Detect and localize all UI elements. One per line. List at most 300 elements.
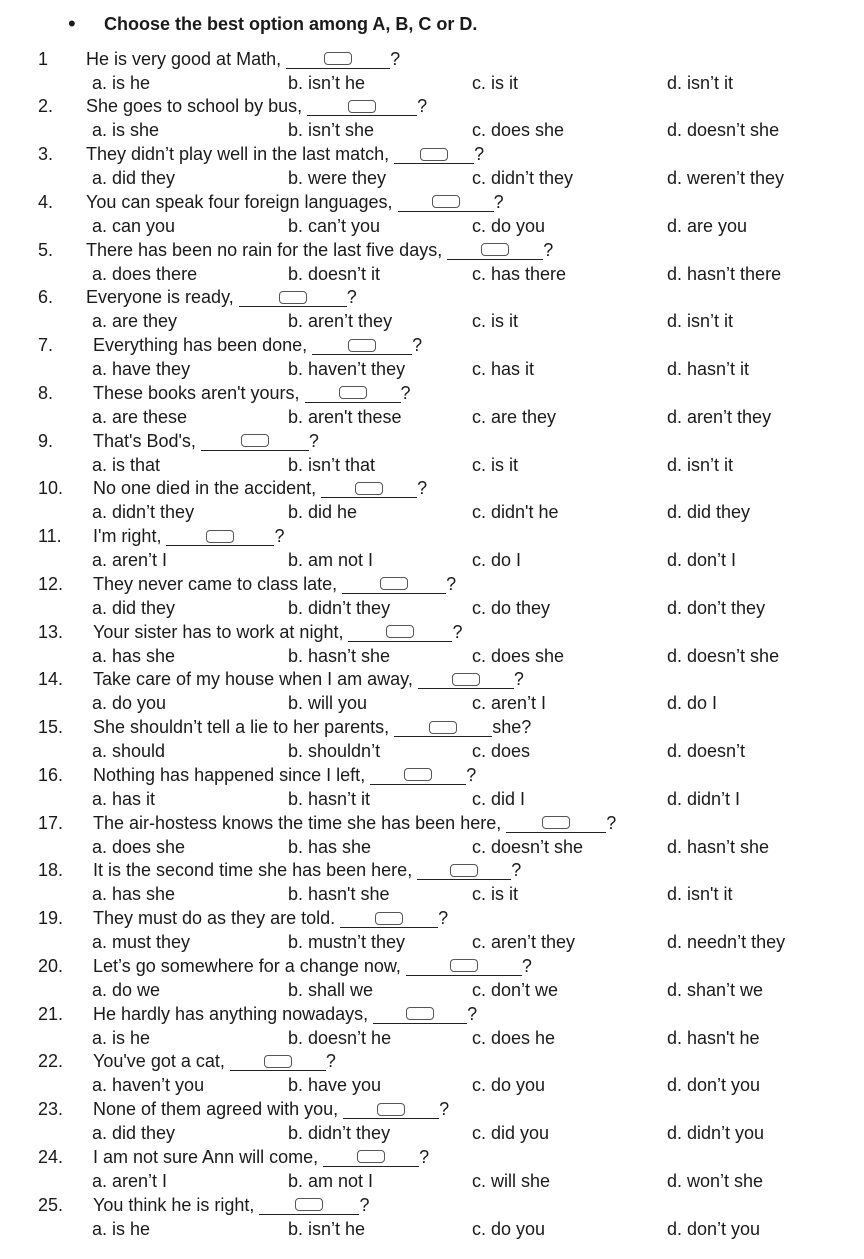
question-item [0,859,864,907]
question-stem [93,908,448,929]
option-c[interactable]: c. do I [472,550,522,570]
answer-box[interactable] [348,339,376,352]
question-item [0,716,864,764]
answer-box[interactable] [348,100,376,113]
answer-box[interactable] [481,243,509,256]
answer-blank[interactable] [398,193,494,212]
option-a[interactable]: a. does she [92,836,186,857]
answer-box[interactable] [450,959,478,972]
option-b[interactable]: b. did he [288,502,358,523]
options-row [0,692,864,716]
option-d[interactable]: d. don’t you [667,1075,761,1096]
option-c[interactable]: c. doesn’t she [472,836,584,857]
options-row [0,883,864,907]
question-item [0,763,864,811]
question-text: You think he is right, [93,1194,255,1215]
question-number: 13. [38,621,64,642]
question-end: ? [467,1003,478,1024]
options-row [0,549,864,573]
answer-blank[interactable] [286,50,390,69]
option-a[interactable]: a. is he [92,72,151,93]
answer-box[interactable] [279,291,307,304]
answer-blank[interactable] [506,814,606,833]
question-text: No one died in the accident, [93,478,317,499]
answer-box[interactable] [377,1103,405,1116]
answer-box[interactable] [420,148,448,161]
answer-box[interactable] [380,577,408,590]
question-stem [93,1147,429,1168]
options-row [0,405,864,429]
option-b[interactable]: b. hasn't she [288,884,390,905]
answer-blank[interactable] [447,241,543,260]
question-item [0,811,864,859]
question-end: ? [438,908,449,928]
option-c[interactable]: c. didn’t they [472,168,574,188]
question-stem [93,574,456,595]
option-c[interactable]: c. does he [472,1027,556,1048]
answer-box[interactable] [432,195,460,208]
question-end: ? [417,478,428,499]
option-c[interactable]: c. is it [472,72,519,93]
question-stem [93,669,524,690]
answer-blank[interactable] [394,718,492,737]
answer-blank[interactable] [201,432,309,451]
answer-box[interactable] [429,721,457,734]
question-stem [93,1051,336,1072]
question-number: 3. [38,144,54,164]
question-number: 2. [38,96,54,117]
question-item [0,1145,864,1193]
option-b[interactable]: b. isn’t she [288,120,375,141]
question-text: She goes to school by bus, [86,96,303,117]
option-c[interactable]: c. do you [472,1218,546,1239]
option-b[interactable]: b. hasn’t she [288,645,391,666]
option-b[interactable]: b. aren’t they [288,311,393,332]
instructions-header [68,9,477,39]
question-item [0,620,864,668]
option-c[interactable]: c. do they [472,597,551,618]
question-text: Your sister has to work at night, [93,621,344,642]
question-number: 24. [38,1146,64,1167]
question-end: ? [474,144,485,164]
options-row [0,453,864,477]
question-end: ? [513,669,524,690]
question-stem [86,192,504,213]
question-item [0,477,864,525]
option-d[interactable]: d. don’t you [667,1218,761,1239]
option-d[interactable]: d. shan’t we [667,979,764,1000]
answer-blank[interactable] [418,670,514,689]
question-number: 17. [38,812,64,833]
question-item [0,1002,864,1050]
question-text: She shouldn’t tell a lie to her parents, [93,717,390,737]
option-a[interactable]: a. did they [92,597,176,618]
question-item [0,907,864,955]
question-end: ? [400,382,411,403]
answer-box[interactable] [406,1007,434,1020]
question-item [0,334,864,382]
option-b[interactable]: b. didn’t they [288,1123,391,1143]
answer-box[interactable] [452,673,480,686]
option-b[interactable]: b. aren't these [288,406,402,427]
question-end: ? [346,287,357,308]
option-b[interactable]: b. can’t you [288,215,381,236]
question-text: I am not sure Ann will come, [93,1146,319,1167]
question-end: ? [417,96,428,117]
option-a[interactable]: a. didn’t they [92,502,195,523]
question-stem [93,622,462,643]
options-row [0,310,864,334]
option-c[interactable]: c. is it [472,884,519,905]
question-text: These books aren't yours, [93,382,300,403]
options-row [0,787,864,811]
answer-box[interactable] [542,816,570,829]
options-row [0,71,864,95]
question-item [0,1098,864,1146]
instructions-title: Choose the best option among A, B, C or D. [104,13,478,34]
question-stem [93,431,319,452]
option-b[interactable]: b. isn’t he [288,72,366,93]
question-number: 10. [38,478,64,499]
bullet-icon: • [68,11,76,36]
option-c[interactable]: c. did you [472,1123,550,1143]
question-text: Everything has been done, [93,335,308,355]
answer-blank[interactable] [417,861,511,880]
question-end: ? [511,860,522,881]
question-text: Everyone is ready, [86,287,234,308]
option-c[interactable]: c. aren’t they [472,932,576,952]
question-text: The air-hostess knows the time she has been here, [93,812,502,833]
question-item [0,238,864,286]
option-b[interactable]: b. shall we [288,979,374,1000]
option-d[interactable]: d. isn't it [667,884,733,905]
question-stem [93,813,616,834]
option-c[interactable]: c. do you [472,215,546,236]
options-row [0,1026,864,1050]
answer-blank[interactable] [230,1052,326,1071]
question-number: 21. [38,1003,64,1024]
question-item [0,47,864,95]
question-stem [86,96,427,117]
options-row [0,501,864,525]
question-number: 1 [38,48,49,69]
options-row [0,835,864,859]
answer-box[interactable] [295,1198,323,1211]
question-text: I'm right, [93,526,162,546]
options-row [0,644,864,668]
question-end: ? [308,430,319,451]
question-stem [93,860,521,881]
option-a[interactable]: a. haven’t you [92,1075,205,1096]
option-c[interactable]: c. are they [472,406,557,427]
question-text: They didn’t play well in the last match, [86,144,390,164]
option-b[interactable]: b. doesn’t it [288,263,381,284]
answer-blank[interactable] [370,766,466,785]
option-d[interactable]: d. hasn’t she [667,836,770,857]
option-a[interactable]: a. is that [92,454,161,475]
option-c[interactable]: c. don’t we [472,979,559,1000]
option-d[interactable]: d. isn’t it [667,454,734,475]
option-d[interactable]: d. didn’t I [667,788,741,809]
question-stem [93,1195,369,1216]
option-c[interactable]: c. has there [472,263,567,284]
options-row [0,1169,864,1193]
options-row [0,214,864,238]
options-row [0,596,864,620]
answer-blank[interactable] [373,1005,467,1024]
option-d[interactable]: d. hasn't he [667,1027,760,1048]
option-b[interactable]: b. am not I [288,1170,374,1191]
question-text: Let’s go somewhere for a change now, [93,955,401,976]
option-a[interactable]: a. is he [92,1027,151,1048]
option-a[interactable]: a. did they [92,168,176,188]
option-d[interactable]: d. aren’t they [667,406,772,427]
option-d[interactable]: d. don’t they [667,597,766,618]
option-a[interactable]: a. has it [92,788,156,809]
question-stem [93,1099,449,1120]
question-stem [93,1004,477,1025]
option-a[interactable]: a. have they [92,359,191,379]
question-text: Take care of my house when I am away, [93,669,413,690]
answer-blank[interactable] [307,97,417,116]
question-item [0,572,864,620]
question-number: 14. [38,669,64,690]
option-b[interactable]: b. isn’t that [288,454,376,475]
question-number: 5. [38,239,54,260]
option-d[interactable]: d. doesn’t she [667,645,780,666]
question-text: There has been no rain for the last five days, [86,239,443,260]
answer-blank[interactable] [305,384,401,403]
option-d[interactable]: d. weren’t they [667,168,785,188]
option-b[interactable]: b. shouldn’t [288,741,381,761]
question-list [0,47,864,1241]
question-number: 22. [38,1051,64,1072]
option-b[interactable]: b. have you [288,1075,382,1096]
question-stem [86,287,357,308]
option-d[interactable]: d. are you [667,215,748,236]
question-end: ? [274,526,285,546]
question-end: she? [492,717,532,737]
options-row [0,1217,864,1241]
answer-blank[interactable] [406,957,522,976]
answer-blank[interactable] [166,527,274,546]
question-number: 11. [38,526,62,546]
option-a[interactable]: a. has she [92,884,176,905]
question-text: That's Bod's, [93,430,196,451]
question-number: 23. [38,1099,64,1119]
answer-blank[interactable] [323,1148,419,1167]
answer-box[interactable] [404,768,432,781]
answer-blank[interactable] [348,623,452,642]
answer-box[interactable] [264,1055,292,1068]
option-c[interactable]: c. does [472,741,531,761]
question-number: 16. [38,764,64,785]
option-b[interactable]: b. doesn’t he [288,1027,392,1048]
option-a[interactable]: a. must they [92,932,191,952]
option-c[interactable]: c. has it [472,359,535,379]
answer-blank[interactable] [312,336,412,355]
question-number: 18. [38,860,64,881]
question-stem [93,478,427,499]
option-a[interactable]: a. is he [92,1218,151,1239]
question-item [0,190,864,238]
question-text: You can speak four foreign languages, [86,191,393,212]
question-item [0,286,864,334]
answer-blank[interactable] [239,288,347,307]
question-number: 9. [38,430,54,451]
answer-box[interactable] [386,625,414,638]
answer-box[interactable] [375,912,403,925]
option-a[interactable]: a. does there [92,263,198,284]
question-item [0,525,864,573]
answer-blank[interactable] [259,1196,359,1215]
question-item [0,143,864,191]
answer-blank[interactable] [342,575,446,594]
question-number: 19. [38,908,64,928]
option-a[interactable]: a. do we [92,979,161,1000]
answer-box[interactable] [339,386,367,399]
answer-blank[interactable] [340,909,438,928]
question-text: Nothing has happened since I left, [93,764,366,785]
options-row [0,740,864,764]
question-number: 7. [38,335,54,355]
option-c[interactable]: c. do you [472,1075,546,1096]
option-a[interactable]: a. should [92,741,166,761]
option-b[interactable]: b. am not I [288,550,374,570]
question-end: ? [390,48,401,69]
question-stem [93,526,284,547]
answer-box[interactable] [355,482,383,495]
options-row [0,358,864,382]
option-b[interactable]: b. hasn’t it [288,788,371,809]
question-end: ? [452,621,463,642]
answer-box[interactable] [450,864,478,877]
options-row [0,1074,864,1098]
option-b[interactable]: b. isn’t he [288,1218,366,1239]
question-stem [86,49,400,70]
answer-box[interactable] [206,530,234,543]
question-text: He hardly has anything nowadays, [93,1003,369,1024]
option-a[interactable]: a. do you [92,693,167,714]
question-number: 4. [38,191,54,212]
question-item [0,1193,864,1241]
question-end: ? [439,1099,450,1119]
question-end: ? [359,1194,370,1215]
option-a[interactable]: a. are these [92,406,188,427]
answer-blank[interactable] [343,1100,439,1119]
question-text: They must do as they are told. [93,908,336,928]
option-d[interactable]: d. hasn’t there [667,263,782,284]
question-stem [93,335,422,356]
answer-box[interactable] [241,434,269,447]
option-a[interactable]: a. did they [92,1123,176,1143]
answer-blank[interactable] [394,145,474,164]
option-d[interactable]: d. do I [667,693,718,714]
option-a[interactable]: a. can you [92,215,176,236]
options-row [0,167,864,191]
question-stem [93,765,476,786]
question-text: It is the second time she has been here, [93,860,413,881]
question-end: ? [446,573,457,594]
option-c[interactable]: c. is it [472,454,519,475]
option-c[interactable]: c. didn't he [472,502,559,523]
question-end: ? [419,1146,430,1167]
question-item [0,1050,864,1098]
option-b[interactable]: b. haven’t they [288,359,406,379]
question-number: 25. [38,1194,64,1215]
question-stem [93,956,532,977]
question-number: 15. [38,717,64,737]
option-a[interactable]: a. are they [92,311,178,332]
option-c[interactable]: c. will she [472,1170,551,1191]
option-d[interactable]: d. won’t she [667,1170,764,1191]
question-end: ? [412,335,423,355]
option-d[interactable]: d. needn’t they [667,932,786,952]
option-d[interactable]: d. doesn’t she [667,120,780,141]
options-row [0,1122,864,1146]
option-d[interactable]: d. did they [667,502,751,523]
option-a[interactable]: a. aren’t I [92,1170,168,1191]
question-item [0,954,864,1002]
question-stem [93,717,531,738]
answer-blank[interactable] [321,479,417,498]
question-item [0,668,864,716]
option-b[interactable]: b. were they [288,168,387,188]
option-b[interactable]: b. mustn’t they [288,932,406,952]
question-end: ? [606,812,617,833]
option-d[interactable]: d. hasn’t it [667,359,750,379]
option-b[interactable]: b. has she [288,836,372,857]
option-b[interactable]: b. didn’t they [288,597,391,618]
option-c[interactable]: c. aren’t I [472,693,547,714]
options-row [0,978,864,1002]
question-end: ? [493,191,504,212]
option-d[interactable]: d. isn’t it [667,311,734,332]
option-c[interactable]: c. does she [472,645,565,666]
question-end: ? [543,239,554,260]
option-d[interactable]: d. doesn’t [667,741,746,761]
question-number: 12. [38,573,64,594]
question-end: ? [466,764,477,785]
question-item [0,429,864,477]
option-d[interactable]: d. isn’t it [667,72,734,93]
question-text: None of them agreed with you, [93,1099,339,1119]
option-b[interactable]: b. will you [288,693,368,714]
question-end: ? [325,1051,336,1072]
options-row [0,931,864,955]
question-end: ? [521,955,532,976]
answer-box[interactable] [324,52,352,65]
question-number: 6. [38,287,54,308]
option-c[interactable]: c. does she [472,120,565,141]
options-row [0,262,864,286]
option-c[interactable]: c. is it [472,311,519,332]
options-row [0,119,864,143]
option-a[interactable]: a. has she [92,645,176,666]
option-d[interactable]: d. didn’t you [667,1123,765,1143]
question-stem [86,144,484,165]
option-d[interactable]: d. don’t I [667,550,737,570]
question-stem [93,383,411,404]
question-item [0,381,864,429]
answer-box[interactable] [357,1150,385,1163]
question-number: 20. [38,955,64,976]
option-c[interactable]: c. did I [472,788,526,809]
option-a[interactable]: a. is she [92,120,160,141]
question-text: You've got a cat, [93,1051,225,1072]
question-number: 8. [38,382,54,403]
option-a[interactable]: a. aren’t I [92,550,168,570]
